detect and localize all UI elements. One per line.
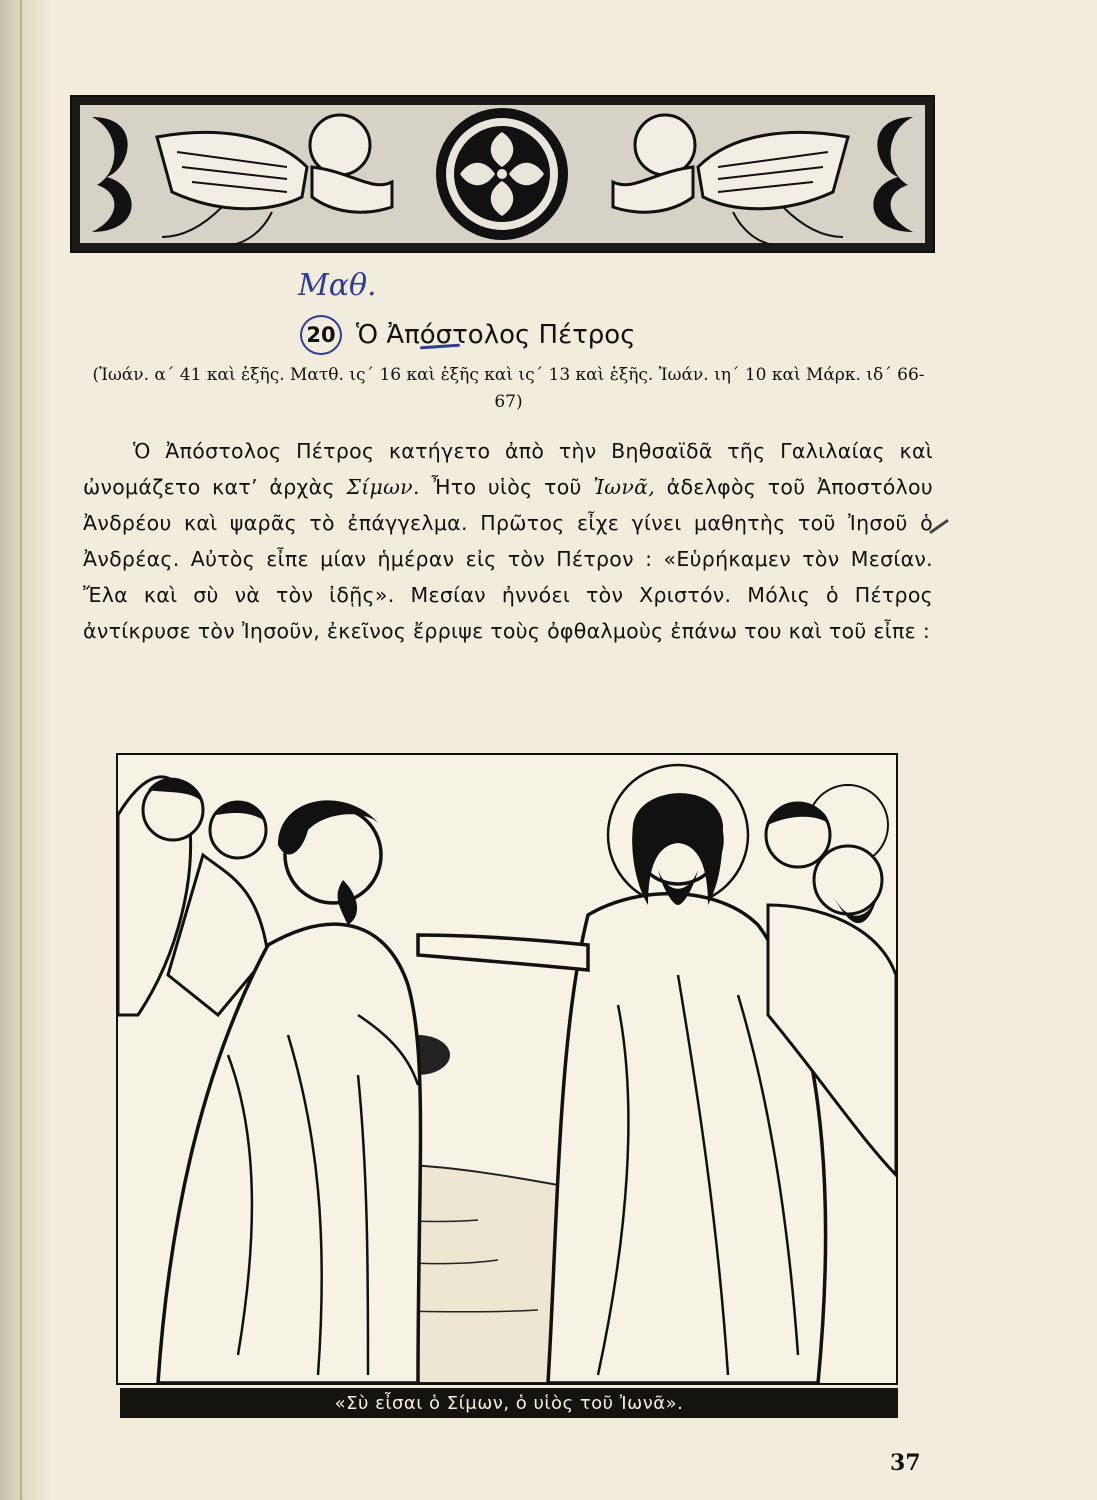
chapter-number: 20 <box>300 315 342 355</box>
angels-ornament-icon <box>72 97 933 251</box>
chapter-heading <box>300 315 635 355</box>
ornament-header-band <box>70 95 935 253</box>
caption-text: «Σὺ εἶσαι ὁ Σίμων, ὁ υἱὸς τοῦ Ἰωνᾶ». <box>334 1392 684 1414</box>
engraving-illustration-icon <box>118 755 896 1383</box>
italic-name-iona: Ἰωνᾶ, <box>593 475 656 499</box>
page-fold-line <box>20 0 22 1500</box>
body-text-part-1: Ὁ Ἀπόστολος Πέτρος κατήγετο ἀπὸ τὴν Βηθσαϊδᾶ τῆς Γαλιλαίας καὶ ὠνομάζετο κατ’ ἀρχὰς <box>83 439 933 499</box>
italic-name-simon: Σίμων. <box>346 475 420 499</box>
illustration-jesus-calling-peter <box>116 753 898 1385</box>
illustration-caption <box>120 1388 898 1418</box>
scripture-references: (Ἰωάν. α΄ 41 καὶ ἑξῆς. Ματθ. ις΄ 16 καὶ ἑξῆς καὶ ις΄ 13 καὶ ἑξῆς. Ἰωάν. ιη΄ 10 καὶ Μάρκ. ιδ΄ 66-67) <box>92 365 925 412</box>
handwritten-note: Μαθ. <box>298 268 377 303</box>
chapter-title: Ὁ Ἀπόστολος Πέτρος <box>356 320 636 350</box>
page-gutter-shadow <box>0 0 52 1500</box>
body-text-part-3: ἀδελφὸς τοῦ Ἀποστόλου Ἀνδρέου καὶ ψαρᾶς τὸ ἐπάγγελμα. Πρῶτος εἶχε γίνει μαθητὴς τοῦ Ἰησοῦ ὁ Ἀνδρέας. Αὐτὸς εἶπε μίαν ἡμέραν εἰς τὸν Πέτρον : «Εὑρήκαμεν τὸν Μεσίαν. Ἔλα καὶ σὺ νὰ τὸν ἰδῇς». Μεσίαν ἠννόει τὸν Χριστόν. Μόλις ὁ Πέτρος ἀντίκρυσε τὸν Ἰησοῦν, ἐκεῖνος ἔρριψε τοὺς ὀφθαλμοὺς ἐπάνω του καὶ τοῦ εἶπε : <box>83 475 933 643</box>
body-paragraph <box>83 433 933 649</box>
body-text-part-2: Ἦτο υἱὸς τοῦ <box>419 475 594 499</box>
page-number: 37 <box>890 1450 921 1476</box>
